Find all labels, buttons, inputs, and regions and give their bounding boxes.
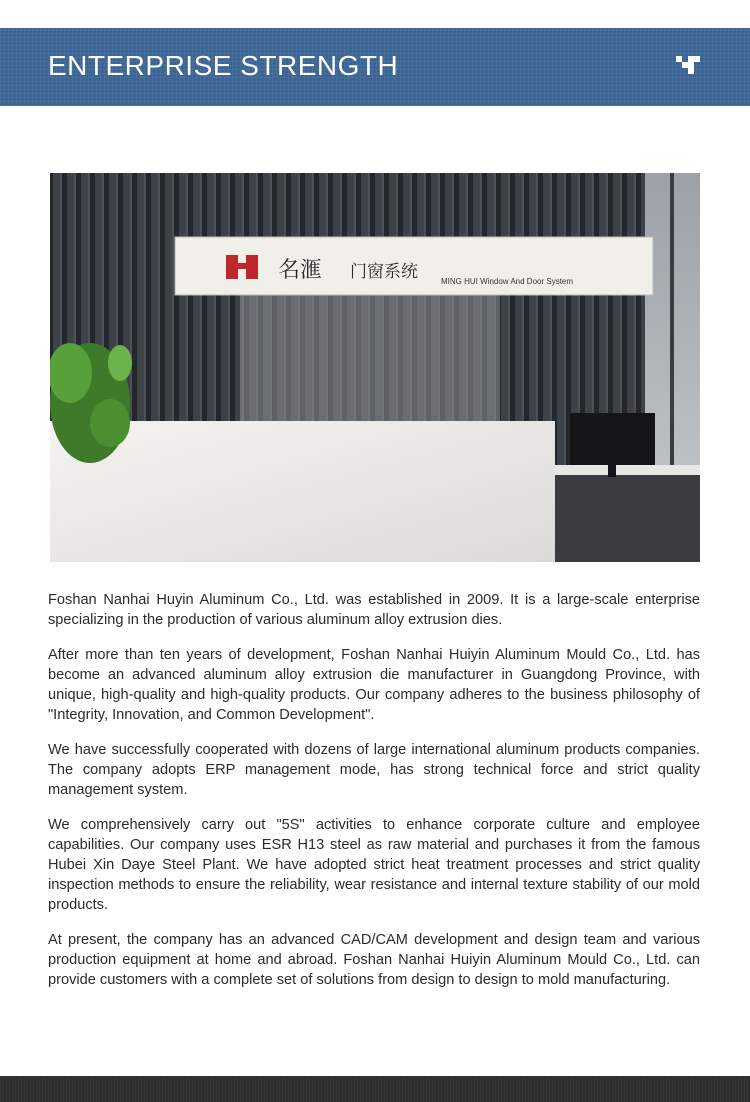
office-reception-photo <box>50 173 700 562</box>
company-description <box>48 590 700 1005</box>
sign-brand-cn: 名滙 <box>278 258 323 283</box>
paragraph: We have successfully cooperated with dozens of large international aluminum products companies. The company adopts ERP management mode, has strong technical force and strict quality management system. <box>48 742 700 798</box>
footer-bar <box>0 1076 750 1102</box>
section-header-banner <box>0 28 750 106</box>
reception-illustration <box>50 173 700 562</box>
section-title: ENTERPRISE STRENGTH <box>48 50 399 81</box>
paragraph: We comprehensively carry out "5S" activities to enhance corporate culture and employee capabilities. Our company uses ESR H13 steel as raw material and purchases it from the famous Hubei Xin Daye Steel Plant. We have adopted strict heat treatment processes and strict quality inspection methods to ensure the reliability, wear resistance and internal texture stability of our mold products. <box>48 817 700 913</box>
sign-cn: 门窗系统 <box>350 262 418 282</box>
paragraph: After more than ten years of development, Foshan Nanhai Huiyin Aluminum Mould Co., Ltd. has become an advanced aluminum alloy extrusion die manufacturer in Guangdong Province, with unique, high-quality and high-quality products. Our company adheres to the business philosophy of "Integrity, Innovation, and Common Development". <box>48 647 700 723</box>
chevron-down-icon[interactable] <box>676 56 700 74</box>
paragraph: At present, the company has an advanced CAD/CAM development and design team and various production equipment at home and abroad. Foshan Nanhai Huiyin Aluminum Mould Co., Ltd. can provide customers with a complete set of solutions from design to design to mold manufacturing. <box>48 932 700 988</box>
paragraph: Foshan Nanhai Huyin Aluminum Co., Ltd. was established in 2009. It is a large-scale enterprise specializing in the production of various aluminum alloy extrusion dies. <box>48 592 700 628</box>
sign-en: MING HUI Window And Door System <box>441 277 574 286</box>
